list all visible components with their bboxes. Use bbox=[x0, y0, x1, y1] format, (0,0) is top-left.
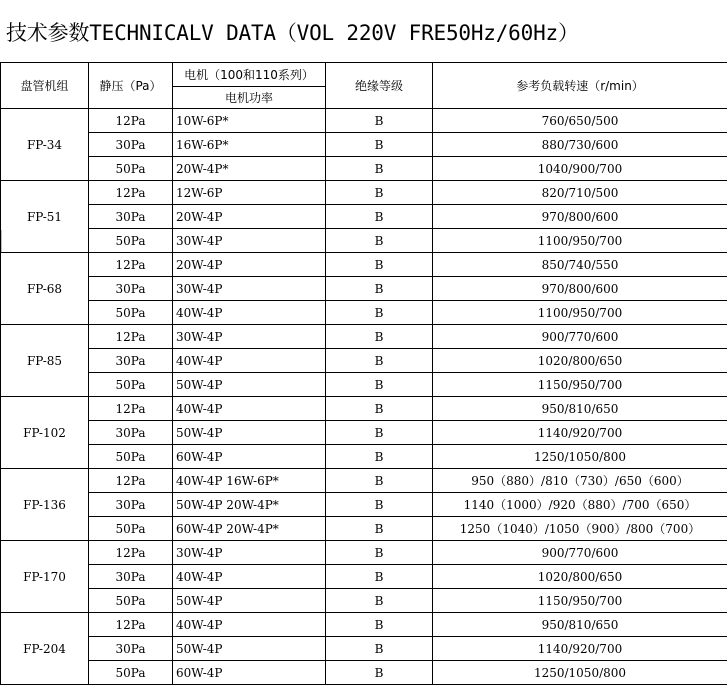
header-motor-power: 电机功率 bbox=[173, 87, 326, 109]
cell-speed[interactable]: 1250/1050/800 bbox=[433, 445, 727, 469]
cell-insulation[interactable]: B bbox=[326, 277, 433, 301]
cell-insulation[interactable]: B bbox=[326, 661, 433, 685]
cell-pressure[interactable]: 30Pa bbox=[89, 421, 173, 445]
cell-speed[interactable]: 820/710/500 bbox=[433, 181, 727, 205]
cell-insulation[interactable]: B bbox=[326, 613, 433, 637]
table-row bbox=[1, 517, 727, 541]
cell-speed[interactable]: 950（880）/810（730）/650（600） bbox=[433, 469, 727, 493]
cell-speed[interactable]: 1100/950/700 bbox=[433, 301, 727, 325]
table-row bbox=[1, 565, 727, 589]
table-row bbox=[1, 373, 727, 397]
cell-speed[interactable]: 1040/900/700 bbox=[433, 157, 727, 181]
cell-pressure[interactable]: 30Pa bbox=[89, 205, 173, 229]
cell-pressure[interactable]: 30Pa bbox=[89, 349, 173, 373]
cell-speed[interactable]: 900/770/600 bbox=[433, 325, 727, 349]
table-row bbox=[1, 421, 727, 445]
cell-model[interactable]: FP-102 bbox=[1, 397, 89, 469]
cell-motor-power[interactable]: 40W-4P bbox=[173, 397, 326, 421]
cell-pressure[interactable]: 12Pa bbox=[89, 541, 173, 565]
cell-motor-power[interactable]: 50W-4P bbox=[173, 637, 326, 661]
table-row bbox=[1, 133, 727, 157]
table-row bbox=[1, 637, 727, 661]
cell-insulation[interactable]: B bbox=[326, 205, 433, 229]
header-model: 盘管机组 bbox=[1, 63, 89, 109]
cell-pressure[interactable]: 30Pa bbox=[89, 637, 173, 661]
cell-speed[interactable]: 1140/920/700 bbox=[433, 421, 727, 445]
table-body bbox=[1, 109, 727, 685]
table-row bbox=[1, 661, 727, 685]
cell-pressure[interactable]: 50Pa bbox=[89, 517, 173, 541]
cell-motor-power[interactable]: 50W-4P 20W-4P* bbox=[173, 493, 326, 517]
cell-insulation[interactable]: B bbox=[326, 565, 433, 589]
cell-insulation[interactable]: B bbox=[326, 589, 433, 613]
cell-pressure[interactable]: 30Pa bbox=[89, 493, 173, 517]
cell-insulation[interactable]: B bbox=[326, 181, 433, 205]
cell-insulation[interactable]: B bbox=[326, 421, 433, 445]
table-row bbox=[1, 397, 727, 421]
cell-speed[interactable]: 1100/950/700 bbox=[433, 229, 727, 253]
cell-pressure[interactable]: 12Pa bbox=[89, 397, 173, 421]
cell-insulation[interactable]: B bbox=[326, 325, 433, 349]
cell-motor-power[interactable]: 40W-4P bbox=[173, 349, 326, 373]
cell-pressure[interactable]: 12Pa bbox=[89, 469, 173, 493]
table-row bbox=[1, 589, 727, 613]
table-row bbox=[1, 541, 727, 565]
table-row bbox=[1, 205, 727, 229]
cell-motor-power[interactable]: 10W-6P* bbox=[173, 109, 326, 133]
cell-insulation[interactable]: B bbox=[326, 301, 433, 325]
table-row bbox=[1, 301, 727, 325]
cell-model[interactable]: FP-51 bbox=[1, 181, 89, 253]
table-row bbox=[1, 229, 727, 253]
technical-data-table bbox=[0, 62, 727, 685]
table-row bbox=[1, 445, 727, 469]
cell-motor-power[interactable]: 50W-4P bbox=[173, 421, 326, 445]
cell-model[interactable]: FP-85 bbox=[1, 325, 89, 397]
table-row bbox=[1, 109, 727, 133]
cell-insulation[interactable]: B bbox=[326, 445, 433, 469]
cell-motor-power[interactable]: 40W-4P bbox=[173, 613, 326, 637]
cell-motor-power[interactable]: 20W-4P* bbox=[173, 157, 326, 181]
cell-insulation[interactable]: B bbox=[326, 349, 433, 373]
cell-motor-power[interactable]: 20W-4P bbox=[173, 205, 326, 229]
table-row bbox=[1, 157, 727, 181]
table-row bbox=[1, 325, 727, 349]
cell-motor-power[interactable]: 12W-6P bbox=[173, 181, 326, 205]
table-row bbox=[1, 277, 727, 301]
cell-pressure[interactable]: 50Pa bbox=[89, 301, 173, 325]
cell-pressure[interactable]: 30Pa bbox=[89, 133, 173, 157]
cell-insulation[interactable]: B bbox=[326, 541, 433, 565]
cell-insulation[interactable]: B bbox=[326, 493, 433, 517]
cell-speed[interactable]: 970/800/600 bbox=[433, 277, 727, 301]
cell-motor-power[interactable]: 30W-4P bbox=[173, 541, 326, 565]
cell-insulation[interactable]: B bbox=[326, 229, 433, 253]
cell-insulation[interactable]: B bbox=[326, 373, 433, 397]
cell-speed[interactable]: 950/810/650 bbox=[433, 397, 727, 421]
cell-speed[interactable]: 760/650/500 bbox=[433, 109, 727, 133]
table-row bbox=[1, 469, 727, 493]
cell-speed[interactable]: 1020/800/650 bbox=[433, 565, 727, 589]
header-motor: 电机（100和110系列） bbox=[173, 63, 326, 87]
cell-pressure[interactable]: 50Pa bbox=[89, 661, 173, 685]
cell-motor-power[interactable]: 60W-4P bbox=[173, 445, 326, 469]
cell-model[interactable]: FP-34 bbox=[1, 109, 89, 181]
table-row bbox=[1, 253, 727, 277]
cell-insulation[interactable]: B bbox=[326, 637, 433, 661]
cell-speed[interactable]: 1140（1000）/920（880）/700（650） bbox=[433, 493, 727, 517]
cell-motor-power[interactable]: 30W-4P bbox=[173, 229, 326, 253]
cell-model[interactable]: FP-68 bbox=[1, 253, 89, 325]
cell-speed[interactable]: 900/770/600 bbox=[433, 541, 727, 565]
cell-motor-power[interactable]: 20W-4P bbox=[173, 253, 326, 277]
page-title: 技术参数TECHNICALV DATA（VOL 220V FRE50Hz/60Hz） bbox=[6, 21, 579, 45]
cell-pressure[interactable]: 12Pa bbox=[89, 253, 173, 277]
cell-motor-power[interactable]: 60W-4P bbox=[173, 661, 326, 685]
cell-speed[interactable]: 970/800/600 bbox=[433, 205, 727, 229]
cell-motor-power[interactable]: 50W-4P bbox=[173, 373, 326, 397]
cell-motor-power[interactable]: 30W-4P bbox=[173, 277, 326, 301]
cell-pressure[interactable]: 50Pa bbox=[89, 157, 173, 181]
cell-pressure[interactable]: 50Pa bbox=[89, 589, 173, 613]
cell-pressure[interactable]: 30Pa bbox=[89, 565, 173, 589]
cell-pressure[interactable]: 12Pa bbox=[89, 325, 173, 349]
cell-speed[interactable]: 1020/800/650 bbox=[433, 349, 727, 373]
header-speed: 参考负载转速（r/min） bbox=[433, 63, 727, 109]
cell-pressure[interactable]: 50Pa bbox=[89, 445, 173, 469]
cell-model[interactable]: FP-136 bbox=[1, 469, 89, 541]
table-row bbox=[1, 181, 727, 205]
cell-motor-power[interactable]: 16W-6P* bbox=[173, 133, 326, 157]
cell-motor-power[interactable]: 40W-4P bbox=[173, 301, 326, 325]
cell-motor-power[interactable]: 40W-4P bbox=[173, 565, 326, 589]
cell-speed[interactable]: 880/730/600 bbox=[433, 133, 727, 157]
cell-motor-power[interactable]: 40W-4P 16W-6P* bbox=[173, 469, 326, 493]
cell-speed[interactable]: 850/740/550 bbox=[433, 253, 727, 277]
cell-insulation[interactable]: B bbox=[326, 109, 433, 133]
cell-speed[interactable]: 1250（1040）/1050（900）/800（700） bbox=[433, 517, 727, 541]
cell-model[interactable]: FP-170 bbox=[1, 541, 89, 613]
cell-speed[interactable]: 1140/920/700 bbox=[433, 637, 727, 661]
cell-pressure[interactable]: 12Pa bbox=[89, 613, 173, 637]
cell-insulation[interactable]: B bbox=[326, 517, 433, 541]
cell-speed[interactable]: 1150/950/700 bbox=[433, 373, 727, 397]
cell-insulation[interactable]: B bbox=[326, 157, 433, 181]
cell-pressure[interactable]: 12Pa bbox=[89, 181, 173, 205]
cell-insulation[interactable]: B bbox=[326, 397, 433, 421]
header-insulation: 绝缘等级 bbox=[326, 63, 433, 109]
cell-motor-power[interactable]: 50W-4P bbox=[173, 589, 326, 613]
header-pressure: 静压（Pa） bbox=[89, 63, 173, 109]
cell-pressure[interactable]: 50Pa bbox=[89, 229, 173, 253]
cell-pressure[interactable]: 30Pa bbox=[89, 277, 173, 301]
cell-motor-power[interactable]: 30W-4P bbox=[173, 325, 326, 349]
cell-motor-power[interactable]: 60W-4P 20W-4P* bbox=[173, 517, 326, 541]
cell-speed[interactable]: 950/810/650 bbox=[433, 613, 727, 637]
cell-insulation[interactable]: B bbox=[326, 253, 433, 277]
cell-insulation[interactable]: B bbox=[326, 133, 433, 157]
cell-insulation[interactable]: B bbox=[326, 469, 433, 493]
table-row bbox=[1, 493, 727, 517]
cell-pressure[interactable]: 12Pa bbox=[89, 109, 173, 133]
cell-pressure[interactable]: 50Pa bbox=[89, 373, 173, 397]
cell-speed[interactable]: 1150/950/700 bbox=[433, 589, 727, 613]
cell-model[interactable]: FP-204 bbox=[1, 613, 89, 685]
table-row bbox=[1, 349, 727, 373]
cell-speed[interactable]: 1250/1050/800 bbox=[433, 661, 727, 685]
table-row bbox=[1, 613, 727, 637]
